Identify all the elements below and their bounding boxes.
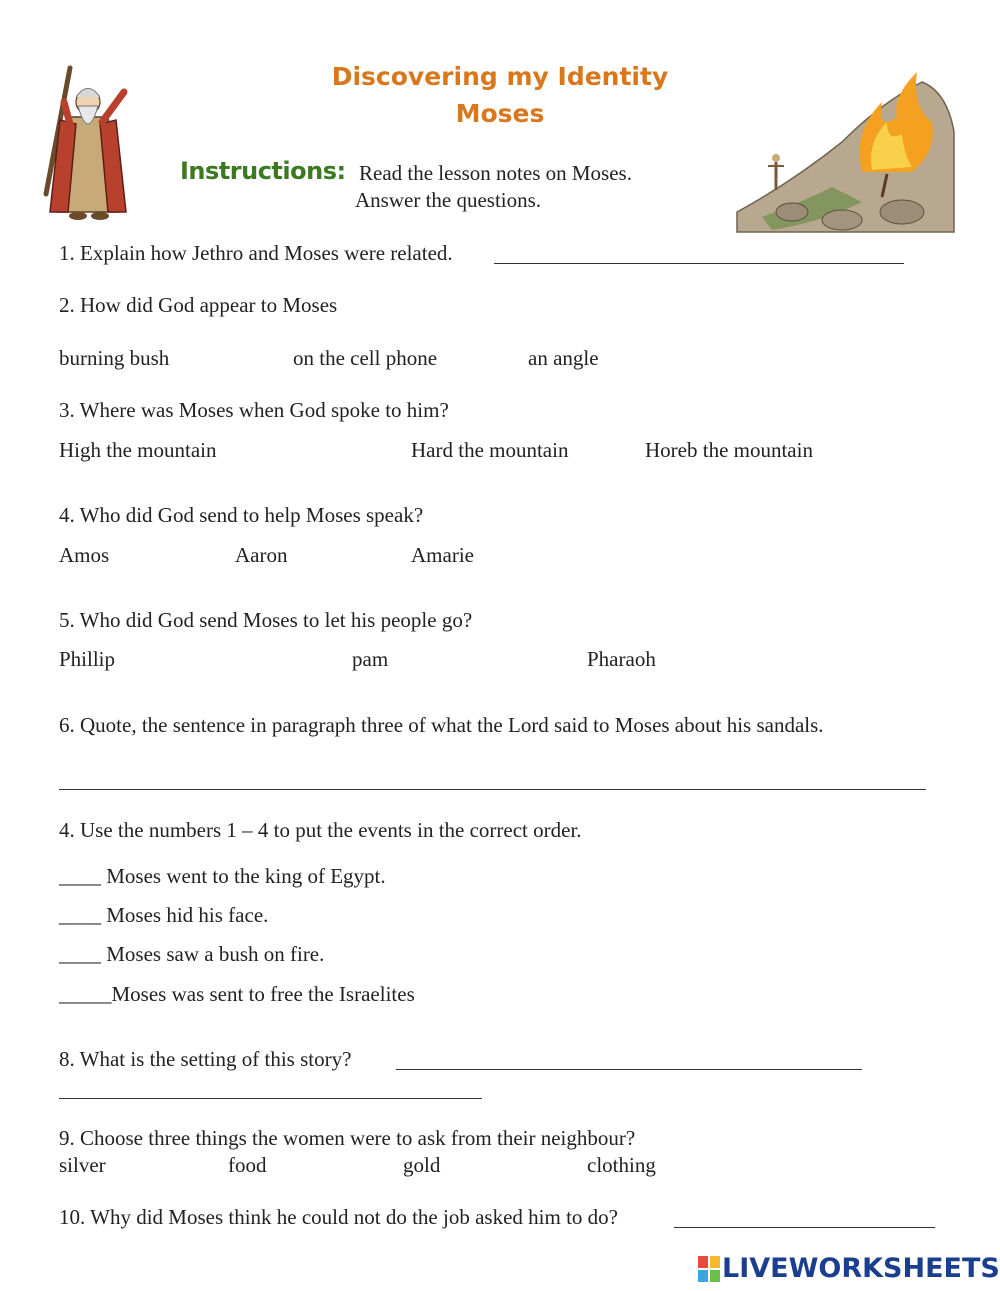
answer-blank-8a[interactable] bbox=[396, 1069, 862, 1070]
question-9: 9. Choose three things the women were to ask from their neighbour? bbox=[59, 1126, 636, 1150]
instructions-label: Instructions: bbox=[180, 157, 346, 185]
q2-option[interactable]: an angle bbox=[528, 346, 599, 370]
question-1: 1. Explain how Jethro and Moses were related. bbox=[59, 241, 453, 265]
q3-option[interactable]: Horeb the mountain bbox=[645, 438, 813, 462]
q9-option[interactable]: clothing bbox=[587, 1153, 656, 1177]
question-6: 6. Quote, the sentence in paragraph three of what the Lord said to Moses about his sandals. bbox=[59, 713, 824, 737]
q3-option[interactable]: High the mountain bbox=[59, 438, 217, 462]
order-event[interactable]: ____ Moses went to the king of Egypt. bbox=[59, 864, 386, 888]
answer-blank-1[interactable] bbox=[494, 263, 904, 264]
q4-option[interactable]: Aaron bbox=[235, 543, 288, 567]
question-10: 10. Why did Moses think he could not do the job asked him to do? bbox=[59, 1205, 618, 1229]
liveworksheets-logo-icon bbox=[698, 1256, 720, 1282]
liveworksheets-logo[interactable]: LIVEWORKSHEETS bbox=[722, 1253, 1000, 1284]
question-5: 5. Who did God send Moses to let his people go? bbox=[59, 608, 473, 632]
q4-option[interactable]: Amarie bbox=[411, 543, 474, 567]
answer-blank-8b[interactable] bbox=[59, 1098, 482, 1099]
page-subtitle: Moses bbox=[455, 99, 545, 128]
q9-option[interactable]: silver bbox=[59, 1153, 106, 1177]
q4-option[interactable]: Amos bbox=[59, 543, 110, 567]
question-8: 8. What is the setting of this story? bbox=[59, 1047, 352, 1071]
q9-option[interactable]: food bbox=[228, 1153, 267, 1177]
q5-option[interactable]: Pharaoh bbox=[587, 647, 656, 671]
q5-option[interactable]: pam bbox=[352, 647, 389, 671]
burning-bush-illustration bbox=[732, 62, 957, 237]
order-event[interactable]: _____Moses was sent to free the Israelites bbox=[59, 982, 415, 1006]
order-event[interactable]: ____ Moses hid his face. bbox=[59, 903, 269, 927]
page-title: Discovering my Identity bbox=[331, 62, 669, 91]
moses-illustration bbox=[38, 62, 138, 227]
question-3: 3. Where was Moses when God spoke to him? bbox=[59, 398, 449, 422]
q9-option[interactable]: gold bbox=[403, 1153, 441, 1177]
question-4: 4. Who did God send to help Moses speak? bbox=[59, 503, 424, 527]
answer-blank-6[interactable] bbox=[59, 789, 926, 790]
q3-option[interactable]: Hard the mountain bbox=[411, 438, 569, 462]
question-7: 4. Use the numbers 1 – 4 to put the events in the correct order. bbox=[59, 818, 582, 842]
q2-option[interactable]: on the cell phone bbox=[293, 346, 438, 370]
instructions-line2: Answer the questions. bbox=[355, 188, 542, 212]
q2-option[interactable]: burning bush bbox=[59, 346, 170, 370]
instructions-line1: Read the lesson notes on Moses. bbox=[359, 161, 632, 185]
q5-option[interactable]: Phillip bbox=[59, 647, 116, 671]
answer-blank-10[interactable] bbox=[674, 1227, 935, 1228]
question-2: 2. How did God appear to Moses bbox=[59, 293, 338, 317]
order-event[interactable]: ____ Moses saw a bush on fire. bbox=[59, 942, 325, 966]
